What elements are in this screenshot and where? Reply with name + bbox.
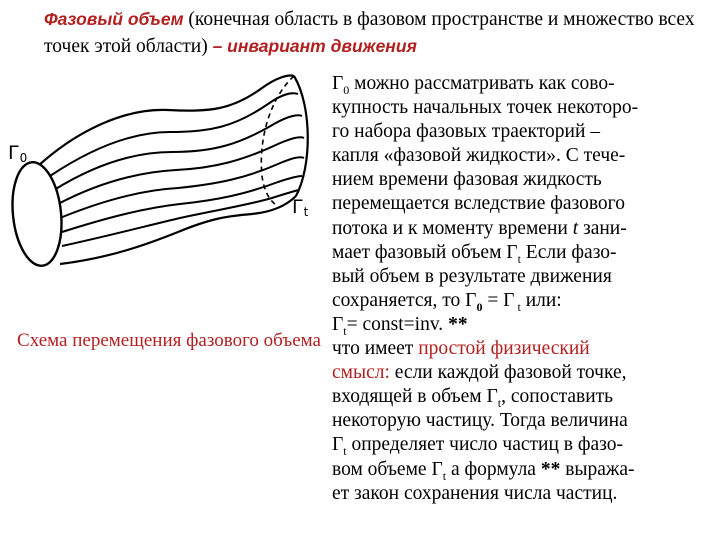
term-definition: (конечная область в фазовом пространстве и множество всех точек этой области) xyxy=(44,9,695,57)
paragraph-line xyxy=(332,241,710,265)
text-span: , сопоставить xyxy=(501,386,614,408)
text-span: входящей в объем Г xyxy=(332,386,498,408)
term-phase-volume: Фазовый объем xyxy=(44,9,184,29)
paragraph-line xyxy=(332,72,710,96)
paragraph-line xyxy=(332,337,710,361)
paragraph-line xyxy=(332,289,710,313)
text-span: = const=inv. xyxy=(346,313,449,335)
text-span: Если фазо- xyxy=(520,241,617,263)
text-span: смысл: xyxy=(332,362,390,384)
paragraph-line: го набора фазовых траекторий – xyxy=(332,121,601,143)
text-span: выража- xyxy=(560,458,635,480)
text-span: t xyxy=(497,396,502,411)
text-span: потока и к моменту времени xyxy=(332,217,573,239)
paragraph-line: перемещается вследствие фазового xyxy=(332,193,625,215)
text-span: если каждой фазовой точке, xyxy=(389,362,627,384)
text-span: 0 xyxy=(343,82,350,97)
text-span: 0 xyxy=(476,299,483,314)
paragraph-line: купность начальных точек некоторо- xyxy=(332,97,639,119)
paragraph-line: нием времени фазовая жидкость xyxy=(332,169,602,191)
text-span: определяет число частиц в фазо- xyxy=(346,434,624,456)
text-span: можно рассматривать как сово- xyxy=(349,73,615,94)
text-span: зани- xyxy=(578,217,627,239)
text-span: сохраняется, то Г xyxy=(332,289,477,311)
invariant-label: – инвариант движения xyxy=(212,36,417,56)
phase-volume-diagram xyxy=(0,66,330,316)
text-span: t xyxy=(514,299,521,314)
text-span: Г xyxy=(332,434,344,456)
text-span: вом объеме Г xyxy=(332,458,443,480)
text-span: t xyxy=(442,468,447,483)
text-span: что имеет xyxy=(332,338,419,360)
text-span: а формула xyxy=(446,458,541,480)
main-paragraph xyxy=(332,72,710,506)
paragraph-line xyxy=(332,433,710,457)
paragraph-line xyxy=(332,217,710,241)
text-span: t xyxy=(343,444,347,459)
text-span: Г xyxy=(332,73,344,94)
text-span: мает фазовый объем Г xyxy=(332,241,518,263)
paragraph-line xyxy=(332,313,710,337)
text-span: ** xyxy=(540,458,561,480)
text-span: t xyxy=(517,251,521,266)
paragraph-line xyxy=(332,385,710,409)
text-span: ** xyxy=(448,313,468,335)
text-span: = Г xyxy=(482,289,515,311)
phase-trajectories xyxy=(50,93,304,246)
initial-volume-ellipse xyxy=(8,160,67,268)
text-span: или: xyxy=(520,289,562,311)
label-gammat: Гt xyxy=(292,196,309,219)
paragraph-line: капля «фазовой жидкости». С тече- xyxy=(332,145,626,167)
paragraph-line: некоторую частицу. Тогда величина xyxy=(332,410,628,432)
text-span: t xyxy=(572,217,579,239)
paragraph-line xyxy=(332,361,710,385)
slide-header xyxy=(44,6,704,60)
text-span: t xyxy=(343,323,347,338)
paragraph-line: ет закон сохранения числа частиц. xyxy=(332,482,618,504)
paragraph-line: вый объем в результате движения xyxy=(332,265,612,287)
text-span: простой физический xyxy=(418,338,590,360)
text-span: Г xyxy=(332,313,344,335)
paragraph-line xyxy=(332,458,710,482)
label-gamma0: Г0 xyxy=(8,142,28,165)
figure-caption: Схема перемещения фазового объема xyxy=(17,330,321,351)
